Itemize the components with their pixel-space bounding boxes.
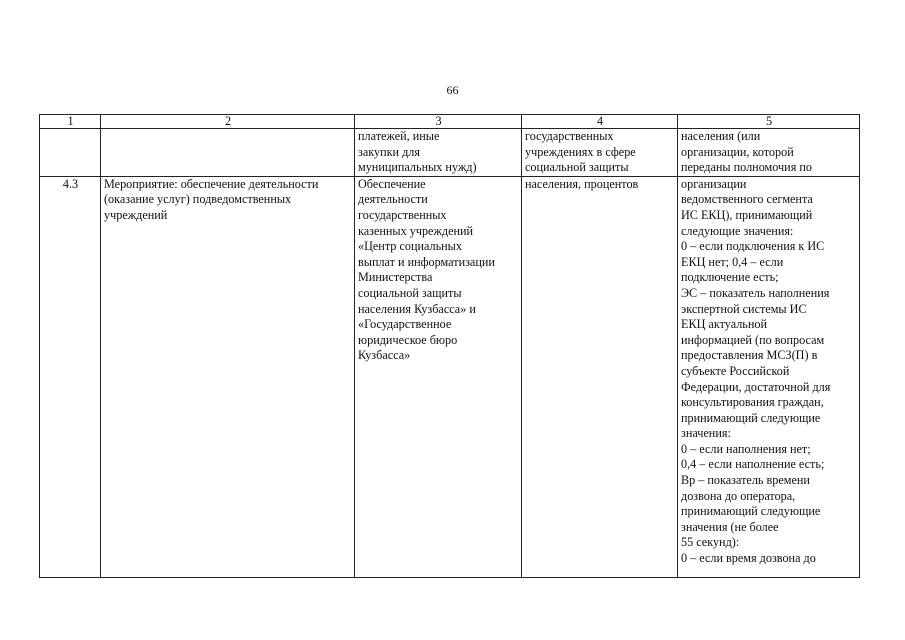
cell-text-line: субъекте Российской — [681, 363, 790, 378]
table-row-4-3 — [40, 176, 860, 577]
cell-text-line: значения: — [681, 426, 731, 441]
cell-text-line: социальной защиты — [358, 285, 462, 300]
cell-text-line: государственных — [525, 129, 614, 143]
cell-text-line: организации, которой — [681, 144, 794, 159]
cell-text-line: 0 – если наполнения нет; — [681, 441, 811, 456]
cell-text-line: муниципальных нужд) — [358, 160, 477, 175]
header-cell: 2 — [101, 115, 355, 129]
cell-text-line: подключение есть; — [681, 270, 779, 285]
cell-multiline — [355, 129, 522, 177]
cell-text-line: юридическое бюро — [358, 332, 458, 347]
cell-text-line: платежей, иные — [358, 129, 440, 143]
event-cell — [101, 129, 355, 177]
row-number-cell — [40, 129, 101, 177]
cell-text-line: «Центр социальных — [358, 239, 462, 254]
cell-text-line: Кузбасса» — [358, 348, 411, 363]
cell-text-line: «Государственное — [358, 317, 452, 332]
cell-text-line: населения (или — [681, 129, 761, 143]
cell-text-line: Обеспечение — [358, 176, 426, 191]
cell-multiline — [522, 129, 678, 177]
cell-text-line: закупки для — [358, 144, 420, 159]
page-number: 66 — [446, 83, 459, 97]
cell-text-line: выплат и информатизации — [358, 254, 495, 269]
cell-text-line: ИС ЕКЦ), принимающий — [681, 207, 813, 222]
cell-text-line: Федерации, достаточной для — [681, 379, 831, 394]
cell-text-line: 0 – если время дозвона до — [681, 551, 816, 566]
cell-text-line: 0,4 – если наполнение есть; — [681, 457, 825, 472]
cell-text-line: переданы полномочия по — [681, 160, 812, 175]
table-row-continuation — [40, 129, 860, 177]
cell-text-line: консультирования граждан, — [681, 395, 824, 410]
header-cell: 3 — [355, 115, 522, 129]
header-cell: 1 — [40, 115, 101, 129]
cell-multiline — [678, 176, 860, 577]
cell-text-line: ЕКЦ нет; 0,4 – если — [681, 254, 784, 269]
cell-text-line: Министерства — [358, 270, 433, 285]
row-number-cell: 4.3 — [40, 176, 101, 577]
cell-text-line: ведомственного сегмента — [681, 192, 813, 207]
cell-text-line: дозвона до оператора, — [681, 488, 796, 503]
cell-text-line: учреждений — [104, 207, 168, 222]
cell-text-line: ЕКЦ актуальной — [681, 317, 767, 332]
cell-text-line: учреждениях в сфере — [525, 144, 636, 159]
cell-text-line: социальной защиты — [525, 160, 629, 175]
cell-text-line: следующие значения: — [681, 223, 794, 238]
cell-text-line: 0 – если подключения к ИС — [681, 239, 825, 254]
cell-text-line: деятельности — [358, 192, 428, 207]
cell-text-line: предоставления МСЗ(П) в — [681, 348, 818, 363]
cell-text-line: государственных — [358, 207, 447, 222]
header-cell: 5 — [678, 115, 860, 129]
cell-multiline — [522, 176, 678, 577]
cell-text-line: населения Кузбасса» и — [358, 301, 476, 316]
cell-multiline — [678, 129, 860, 177]
cell-text-line: экспертной системы ИС — [681, 301, 807, 316]
header-cell: 4 — [522, 115, 678, 129]
cell-text-line: принимающий следующие — [681, 504, 821, 519]
cell-text-line: значения (не более — [681, 519, 779, 534]
cell-text-line: Вр – показатель времени — [681, 473, 810, 488]
cell-text-line: ЭС – показатель наполнения — [681, 285, 830, 300]
cell-text-line: информацией (по вопросам — [681, 332, 825, 347]
cell-multiline — [355, 176, 522, 577]
document-table — [39, 114, 860, 578]
cell-text-line: (оказание услуг) подведомственных — [104, 192, 292, 207]
cell-text-line: казенных учреждений — [358, 223, 474, 238]
cell-text-line: 55 секунд): — [681, 535, 740, 550]
table-header-row — [40, 115, 860, 129]
cell-text-line: принимающий следующие — [681, 410, 821, 425]
cell-text-line: Мероприятие: обеспечение деятельности — [104, 176, 319, 191]
cell-multiline — [101, 176, 355, 577]
cell-text-line: населения, процентов — [525, 176, 639, 191]
cell-text-line: организации — [681, 176, 747, 191]
